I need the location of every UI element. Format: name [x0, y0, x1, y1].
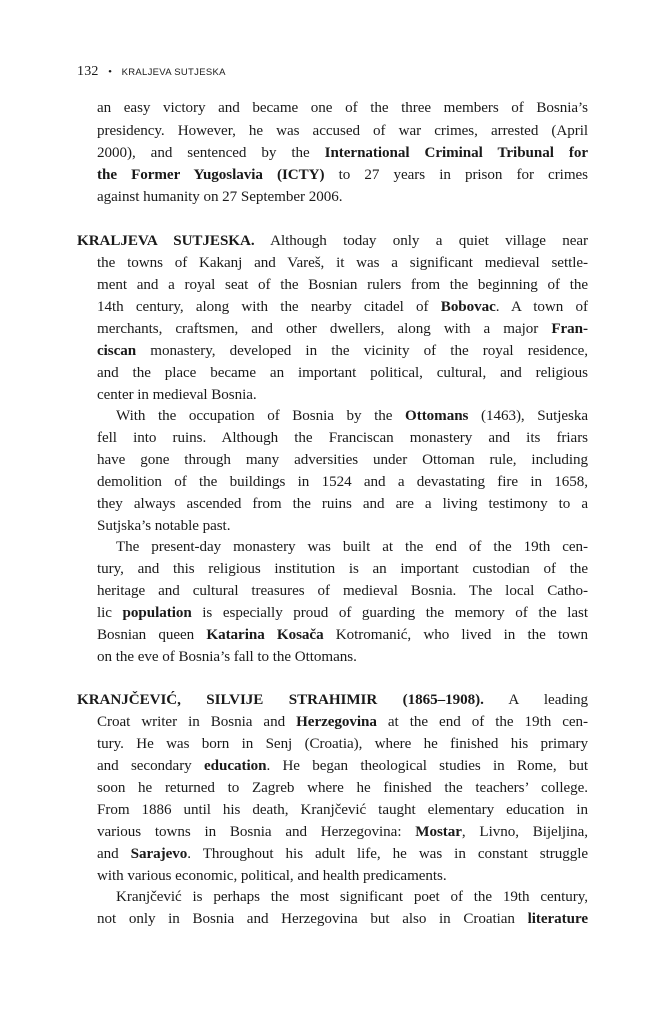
text-run: and [97, 846, 131, 862]
text-run: heritage and cultural treasures of medieval Bosnia. The local Catho- [97, 583, 588, 599]
text-line [97, 187, 588, 208]
running-header [77, 63, 226, 80]
page-number: 132 [77, 64, 99, 79]
text-run: Although today only a quiet village near [254, 233, 588, 249]
text-run: have gone through many adversities under Ottoman rule, including [97, 452, 588, 468]
text-line [97, 297, 588, 318]
bold-term: KRALJEVA SUTJESKA. [77, 233, 255, 249]
text-run: the towns of Kakanj and Vareš, it was a significant medieval settle- [97, 255, 588, 271]
text-run: ment and a royal seat of the Bosnian rulers from the beginning of the [97, 277, 588, 293]
bold-term: Herzegovina [296, 714, 377, 730]
text-run: various towns in Bosnia and Herzegovina: [97, 824, 416, 840]
section-title: KRALJEVA SUTJESKA [121, 67, 226, 78]
text-run: fell into ruins. Although the Franciscan monastery and its friars [97, 430, 588, 446]
text-run: From 1886 until his death, Kranjčević taught elementary education in [97, 802, 588, 818]
text-run: Kotromanić, who lived in the town [323, 627, 588, 643]
text-run: 14th century, along with the nearby citadel of [97, 299, 441, 315]
text-run: and the place became an important political, cultural, and religious [97, 365, 588, 381]
text-run: to 27 years in prison for crimes [324, 167, 588, 183]
text-run: center in medieval Bosnia. [97, 387, 257, 403]
text-line [97, 822, 588, 843]
text-run: tury, and this religious institution is an important custodian of the [97, 561, 588, 577]
text-run: 2000), and sentenced by the [97, 145, 325, 161]
text-line [116, 887, 588, 908]
text-run: With the occupation of Bosnia by the [116, 408, 406, 424]
bold-term: Sarajevo [130, 846, 188, 862]
text-line [116, 537, 588, 558]
text-run: lic [97, 605, 123, 621]
text-line [97, 121, 588, 142]
text-line [97, 363, 588, 384]
text-line [116, 406, 588, 427]
bold-term: International Criminal Tribunal for [324, 145, 588, 161]
text-line [97, 450, 588, 471]
text-line [97, 253, 588, 274]
text-run: . A town of [495, 299, 588, 315]
bold-term: Katarina Kosača [206, 627, 324, 643]
text-run: monastery, developed in the vicinity of the royal residence, [136, 343, 588, 359]
text-line [97, 428, 588, 449]
bold-term: Mostar [415, 824, 462, 840]
entry-heading-line [77, 231, 588, 252]
text-line [97, 844, 588, 865]
text-line [97, 734, 588, 755]
text-run: Croat writer in Bosnia and [97, 714, 297, 730]
text-run: (1463), Sutjeska [468, 408, 589, 424]
text-run: at the end of the 19th cen- [376, 714, 588, 730]
bold-term: Fran- [551, 321, 588, 337]
text-run: , Livno, Bijeljina, [461, 824, 588, 840]
text-line [97, 625, 588, 646]
text-line [97, 756, 588, 777]
text-run: . He began theological studies in Rome, but [266, 758, 588, 774]
text-line [97, 494, 588, 515]
text-run: on the eve of Bosnia’s fall to the Ottomans. [97, 649, 357, 665]
text-line [97, 603, 588, 624]
text-line [97, 778, 588, 799]
text-run: Kranjčević is perhaps the most significant poet of the 19th century, [116, 889, 588, 905]
text-run: . Throughout his adult life, he was in constant struggle [187, 846, 588, 862]
text-line [97, 866, 588, 887]
bold-term: Bobovac [440, 299, 496, 315]
text-run: an easy victory and became one of the three members of Bosnia’s [97, 100, 588, 116]
bold-term: the Former Yugoslavia (ICTY) [97, 167, 325, 183]
text-run: merchants, craftsmen, and other dwellers, along with a major [97, 321, 552, 337]
text-line [97, 559, 588, 580]
text-line [97, 909, 588, 930]
text-line [97, 98, 588, 119]
text-run: not only in Bosnia and Herzegovina but also in Croatian [97, 911, 528, 927]
text-line [97, 319, 588, 340]
text-run: and secondary [97, 758, 204, 774]
text-run: demolition of the buildings in 1524 and a devastating fire in 1658, [97, 474, 588, 490]
text-line [97, 143, 588, 164]
bullet-separator: • [108, 66, 113, 78]
bold-term: population [122, 605, 192, 621]
text-run: The present-day monastery was built at the end of the 19th cen- [116, 539, 588, 555]
text-run: is especially proud of guarding the memory of the last [191, 605, 588, 621]
text-run: soon he returned to Zagreb where he finished the teachers’ college. [97, 780, 588, 796]
bold-term: education [203, 758, 267, 774]
bold-term: Ottomans [405, 408, 469, 424]
text-line [97, 472, 588, 493]
bold-term: literature [527, 911, 588, 927]
text-run: Sutjska’s notable past. [97, 518, 231, 534]
text-line [97, 581, 588, 602]
text-run: tury. He was born in Senj (Croatia), where he finished his primary [97, 736, 588, 752]
text-line [97, 341, 588, 362]
text-run: they always ascended from the ruins and are a living testimony to a [97, 496, 588, 512]
text-run: A leading [483, 692, 588, 708]
text-run: presidency. However, he was accused of war crimes, arrested (April [97, 123, 588, 139]
text-line [97, 712, 588, 733]
text-line [97, 165, 588, 186]
entry-heading-line [77, 690, 588, 711]
text-line [97, 647, 588, 668]
text-line [97, 275, 588, 296]
text-run: against humanity on 27 September 2006. [97, 189, 343, 205]
text-run: with various economic, political, and health predicaments. [97, 868, 447, 884]
bold-term: KRANJČEVIĆ, SILVIJE STRAHIMIR (1865–1908). [77, 692, 484, 708]
text-line [97, 516, 588, 537]
text-line [97, 800, 588, 821]
text-run: Bosnian queen [97, 627, 207, 643]
text-line [97, 385, 588, 406]
bold-term: ciscan [97, 343, 137, 359]
